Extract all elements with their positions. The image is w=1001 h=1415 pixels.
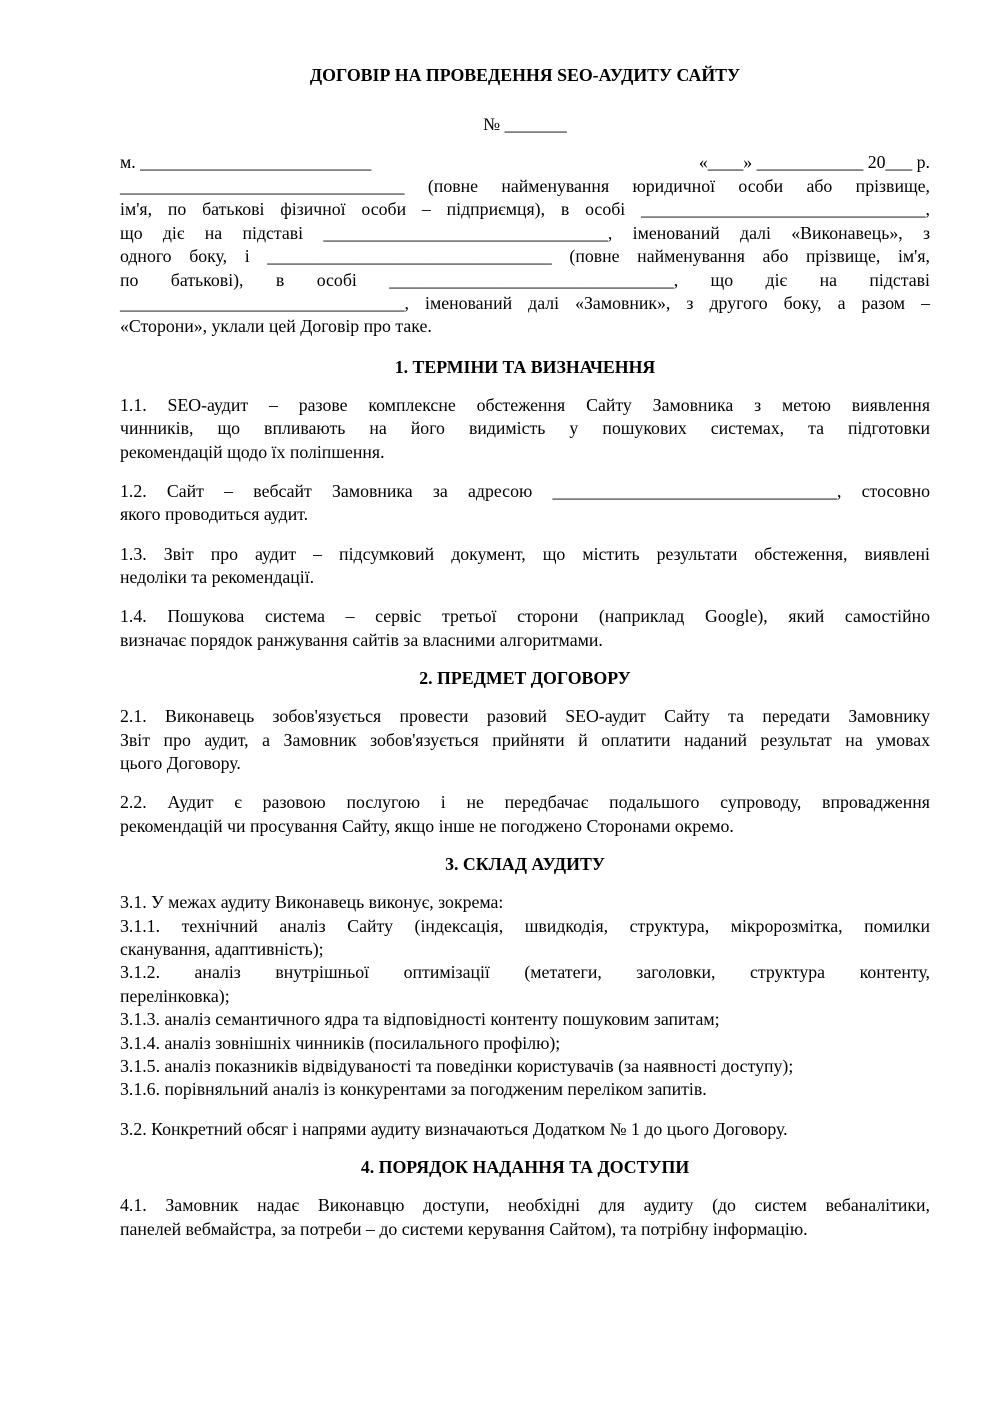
clause-line: 1.4. Пошукова система – сервіс третьої сторони (наприклад Google), який самостійно (120, 606, 930, 627)
clause-line: недоліки та рекомендації. (120, 567, 315, 588)
clause-line: чинників, що впливають на його видимість у пошукових системах, та підготовки (120, 418, 930, 439)
list-item-line: 3.1.3. аналіз семантичного ядра та відповідності контенту пошуковим запитам; (120, 1009, 720, 1030)
clause-line: рекомендацій щодо їх поліпшення. (120, 441, 385, 462)
list-item-line: 3.1.5. аналіз показників відвідуваності та поведінки користувачів (за наявності доступу); (120, 1056, 794, 1077)
document-title: ДОГОВІР НА ПРОВЕДЕННЯ SEO-АУДИТУ САЙТУ (309, 65, 741, 85)
clause (120, 705, 930, 775)
clause-line: панелей вебмайстра, за потреби – до системи керування Сайтом), та потрібну інформацію. (120, 1218, 808, 1239)
date-field: «____» ____________ 20___ р. (698, 152, 930, 172)
city-date-row (120, 151, 930, 175)
clause-line: якого проводиться аудит. (120, 504, 309, 525)
clause-line: рекомендацій чи просування Сайту, якщо інше не погоджено Сторонами окремо. (120, 815, 734, 836)
clause (120, 1194, 930, 1241)
contract-sections (120, 356, 930, 1241)
list-item-line: сканування, адаптивність); (120, 939, 324, 960)
list-item-line: 3.1. У межах аудиту Виконавець виконує, зокрема: (120, 892, 504, 913)
preamble-line: ім'я, по батькові фізичної особи – підприємця), в особі ________________________________, (120, 199, 930, 220)
clause (120, 791, 930, 838)
preamble-line: ________________________________ (повне найменування юридичної особи або прізвище, (120, 176, 930, 196)
clause-line: 2.1. Виконавець зобов'язується провести разовий SEO-аудит Сайту та передати Замовнику (120, 706, 930, 727)
clause-line: 1.2. Сайт – вебсайт Замовника за адресою ________________________________, стосовно (120, 480, 930, 501)
preamble-line: ________________________________, іменований далі «Замовник», з другого боку, а разом – (120, 292, 930, 313)
city-field: м. __________________________ (120, 152, 372, 172)
list-item-line: 3.1.2. аналіз внутрішньої оптимізації (метатеги, заголовки, структура контенту, (120, 962, 930, 983)
preamble-line: одного боку, і ________________________________ (повне найменування або прізвище, ім'я, (120, 246, 930, 267)
preamble (120, 175, 930, 339)
preamble-line: що діє на підставі ________________________________, іменований далі «Виконавець», з (120, 222, 930, 243)
list-item-line: 3.1.6. порівняльний аналіз із конкурентами за погодженим переліком запитів. (120, 1079, 707, 1100)
clause-line: визначає порядок ранжування сайтів за власними алгоритмами. (120, 629, 603, 650)
clause (120, 1118, 930, 1141)
contract-page (120, 64, 930, 1241)
clause (120, 605, 930, 652)
clause-line: 3.2. Конкретний обсяг і напрями аудиту визначаються Додатком № 1 до цього Договору. (120, 1118, 788, 1139)
section-heading: 2. ПРЕДМЕТ ДОГОВОРУ (419, 668, 631, 689)
clause-line: 4.1. Замовник надає Виконавцю доступи, необхідні для аудиту (до систем вебаналітики, (120, 1195, 930, 1216)
list-item-line: 3.1.1. технічний аналіз Сайту (індексація, швидкодія, структура, мікророзмітка, помилки (120, 915, 930, 936)
clause-line: Звіт про аудит, а Замовник зобов'язується прийняти й оплатити наданий результат на умовах (120, 729, 930, 750)
list-item-line: перелінковка); (120, 985, 230, 1006)
section-heading: 4. ПОРЯДОК НАДАННЯ ТА ДОСТУПИ (360, 1157, 690, 1178)
clause-line: 1.3. Звіт про аудит – підсумковий документ, що містить результати обстеження, виявлені (120, 543, 930, 564)
contract-number: № _______ (483, 114, 567, 134)
preamble-line: по батькові), в особі ________________________________, що діє на підставі (120, 269, 930, 290)
section-heading: 1. ТЕРМІНИ ТА ВИЗНАЧЕННЯ (394, 356, 656, 377)
list-item-line: 3.1.4. аналіз зовнішніх чинників (посилального профілю); (120, 1032, 561, 1053)
clause (120, 543, 930, 590)
clause (120, 394, 930, 464)
clause-line: цього Договору. (120, 753, 241, 774)
clause-line: 1.1. SEO-аудит – разове комплексне обстеження Сайту Замовника з метою виявлення (120, 394, 930, 415)
clause-line: 2.2. Аудит є разовою послугою і не передбачає подальшого супроводу, впровадження (120, 792, 930, 813)
clause (120, 480, 930, 527)
preamble-line: «Сторони», уклали цей Договір про таке. (120, 316, 432, 337)
audit-scope-list (120, 891, 930, 1102)
section-heading: 3. СКЛАД АУДИТУ (445, 854, 605, 875)
